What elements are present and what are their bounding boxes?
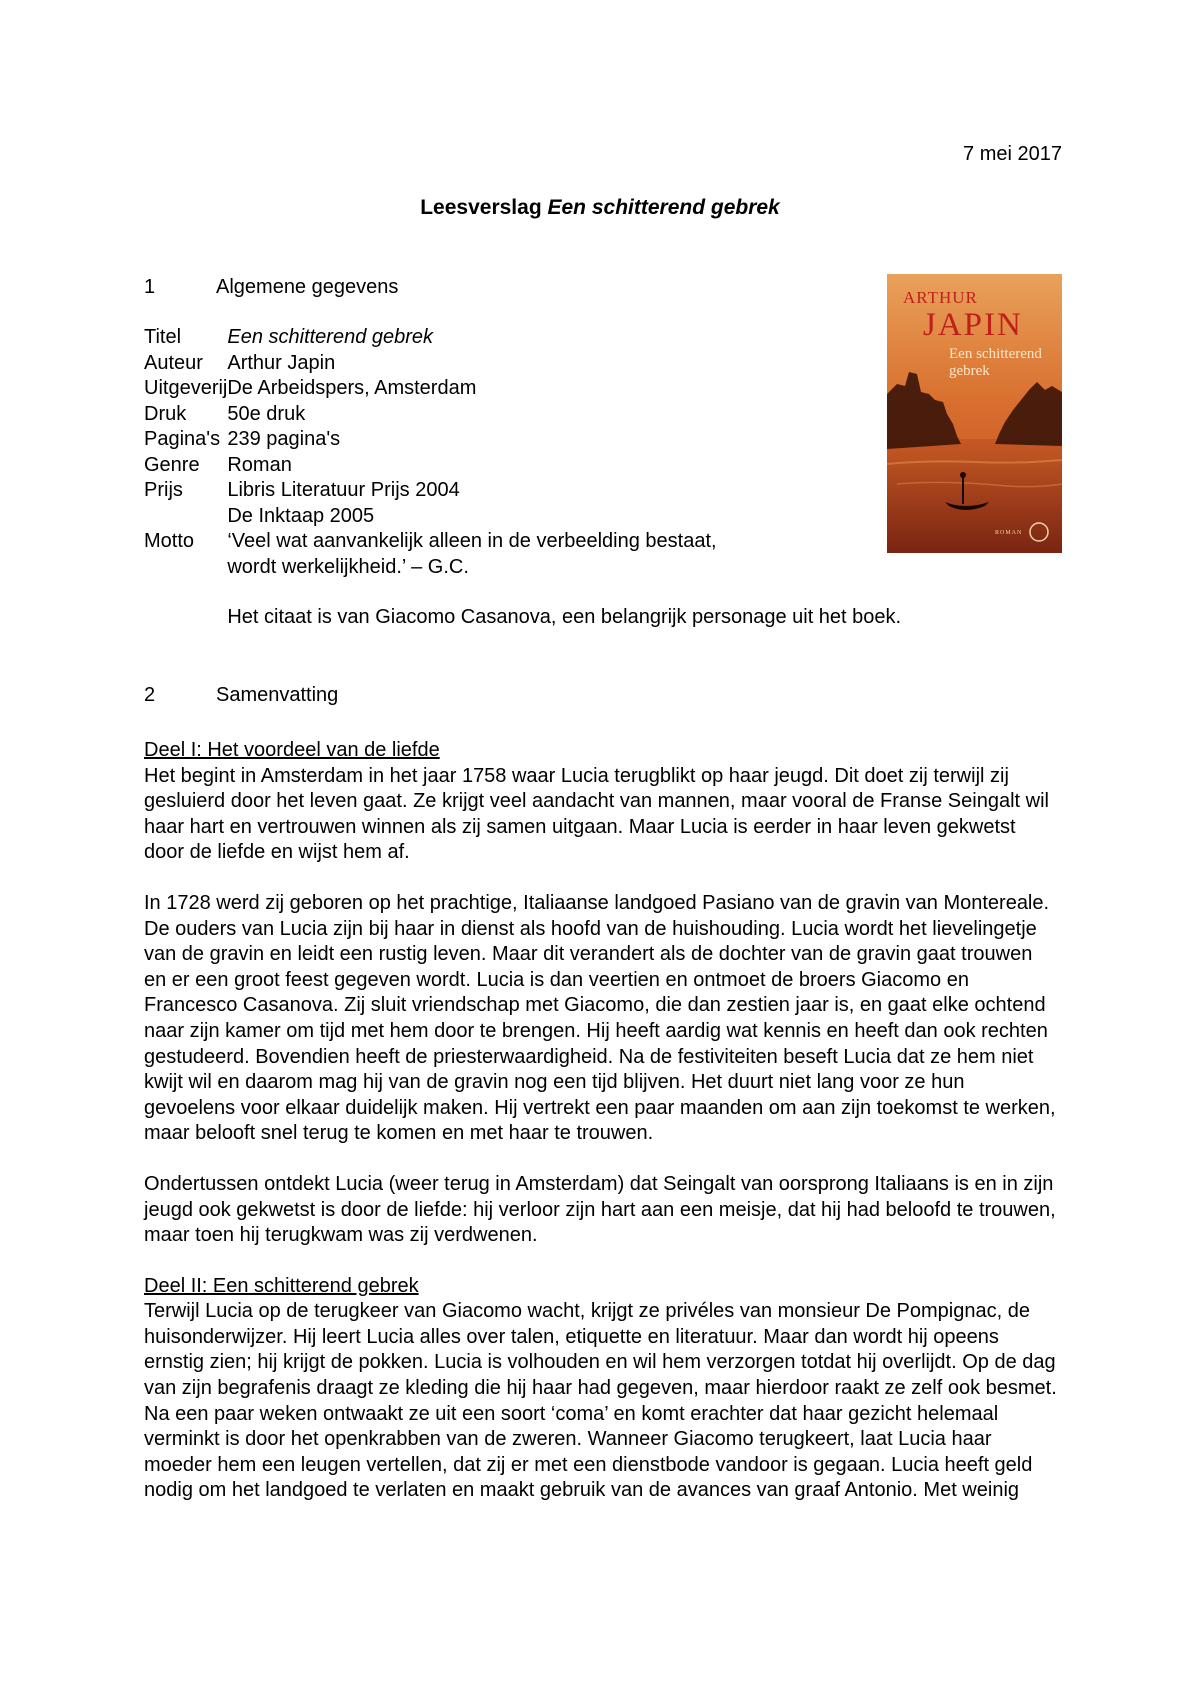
row-druk (144, 402, 901, 428)
row-genre (144, 453, 901, 479)
section-number: 1 (144, 276, 156, 298)
cover-author-last: JAPIN (923, 307, 1023, 343)
report-title-prefix: Leesverslag (420, 196, 548, 219)
section-title: Algemene gegevens (216, 276, 399, 298)
report-date: 7 mei 2017 (963, 143, 1062, 165)
value-uitgeverij: De Arbeidspers, Amsterdam (227, 377, 477, 399)
row-motto (144, 529, 901, 631)
row-prijs (144, 478, 901, 529)
value-motto (227, 529, 901, 631)
label-auteur: Auteur (144, 351, 203, 374)
summary-body (144, 738, 1060, 1529)
deel2-paragraph-1: Terwijl Lucia op de terugkeer van Giacomo wacht, krijgt ze privéles van monsieur De Pompignac, de huisonderwijzer. Hij leert Lucia alles over talen, etiquette en literatuur. Maar dan wordt hij opeens ernstig zien; hij krijgt de pokken. Lucia is volhouden en wil hem verzorgen totdat hij overlijdt. Op de dag van zijn begrafenis draagt ze kleding die hij haar had gegeven, maar hierdoor raakt ze zelf ook besmet. Na een paar weken ontwaakt ze uit een soort ‘coma’ en komt erachter dat haar gezicht helemaal verminkt is door het openkrabben van de zweren. Wanneer Giacomo terugkeert, laat Lucia haar moeder hem een leugen vertellen, dat zij er met een dienstbode vandoor is gegaan. Lucia heeft geld nodig om het landgoed te verlaten en maakt gebruik van de avances van graaf Antonio. Met weinig (144, 1300, 1057, 1502)
value-auteur: Arthur Japin (227, 351, 336, 374)
label-genre: Genre (144, 453, 200, 476)
label-titel: Titel (144, 326, 182, 348)
row-paginas (144, 427, 901, 453)
book-details-table (144, 325, 901, 631)
row-titel (144, 325, 901, 351)
label-druk: Druk (144, 402, 187, 425)
value-motto-1: ‘Veel wat aanvankelijk alleen in de verbeelding bestaat, (227, 530, 717, 552)
value-motto-2: wordt werkelijkheid.’ – G.C. (227, 555, 469, 578)
value-genre: Roman (227, 453, 292, 476)
value-prijs-1: Libris Literatuur Prijs 2004 (227, 479, 460, 501)
deel1-paragraph-2: In 1728 werd zij geboren op het prachtige, Italiaanse landgoed Pasiano van de gravin van Montereale. De ouders van Lucia zijn bij haar in dienst als hoofd van de huishouding. Lucia wordt het lievelingetje van de gravin en leidt een rustig leven. Maar dit verandert als de dochter van de gravin gaat trouwen en er een groot feest gegeven wordt. Lucia is dan veertien en ontmoet de broers Giacomo en Francesco Casanova. Zij sluit vriendschap met Giacomo, die dan zestien jaar is, en gaat elke ochtend naar zijn kamer om tijd met hem door te brengen. Hij heeft aardig wat kennis en heeft dan ook rechten gestudeerd. Bovendien heeft de priesterwaardigheid. Na de festiviteiten beseft Lucia dat ze hem niet kwijt wil en daarom mag hij van de gravin nog een tijd blijven. Het duurt niet lang voor ze hun gevoelens voor elkaar duidelijk maken. Hij vertrekt een paar maanden om aan zijn toekomst te werken, maar belooft snel terug te komen en met haar te trouwen. (144, 891, 1056, 1145)
row-auteur (144, 351, 901, 377)
deel1-heading: Deel I: Het voordeel van de liefde (144, 739, 440, 761)
label-motto: Motto (144, 530, 195, 552)
row-uitgeverij (144, 376, 901, 402)
cover-author-first: ARTHUR (903, 288, 978, 307)
cover-footer: ROMAN (995, 530, 1023, 536)
label-prijs: Prijs (144, 479, 183, 501)
value-paginas: 239 pagina's (227, 428, 341, 450)
section-heading-general (144, 276, 398, 299)
deel1-paragraph-3: Ondertussen ontdekt Lucia (weer terug in Amsterdam) dat Seingalt van oorsprong Italiaans is en in zijn jeugd ook gekwetst is door de liefde: hij verloor zijn hart aan een meisje, dat hij had beloofd te trouwen, maar toen hij terugkwam was zij verdwenen. (144, 1172, 1056, 1247)
value-druk: 50e druk (227, 402, 306, 425)
section-heading-summary (144, 684, 338, 707)
value-titel: Een schitterend gebrek (227, 326, 434, 348)
book-cover-image (887, 274, 1062, 553)
motto-note: Het citaat is van Giacomo Casanova, een belangrijk personage uit het boek. (227, 606, 902, 628)
deel2-heading: Deel II: Een schitterend gebrek (144, 1274, 419, 1297)
report-title-book: Een schitterend gebrek (547, 196, 780, 219)
value-prijs (227, 478, 901, 529)
label-uitgeverij: Uitgeverij (144, 377, 228, 399)
deel1-paragraph-1: Het begint in Amsterdam in het jaar 1758 waar Lucia terugblikt op haar jeugd. Dit doet zij terwijl zij gesluierd door het leven gaat. Ze krijgt veel aandacht van mannen, maar vooral de Franse Seingalt wil haar hart en vertrouwen winnen als zij samen uitgaan. Maar Lucia is eerder in haar leven gekwetst door de liefde en wijst hem af. (144, 764, 1049, 864)
section-title: Samenvatting (216, 684, 339, 706)
value-prijs-2: De Inktaap 2005 (227, 504, 375, 527)
report-title (0, 196, 1200, 220)
cover-book-line2: gebrek (949, 363, 990, 379)
label-paginas: Pagina's (144, 428, 221, 450)
section-number: 2 (144, 684, 156, 706)
cover-book-line1: Een schitterend (949, 346, 1042, 362)
